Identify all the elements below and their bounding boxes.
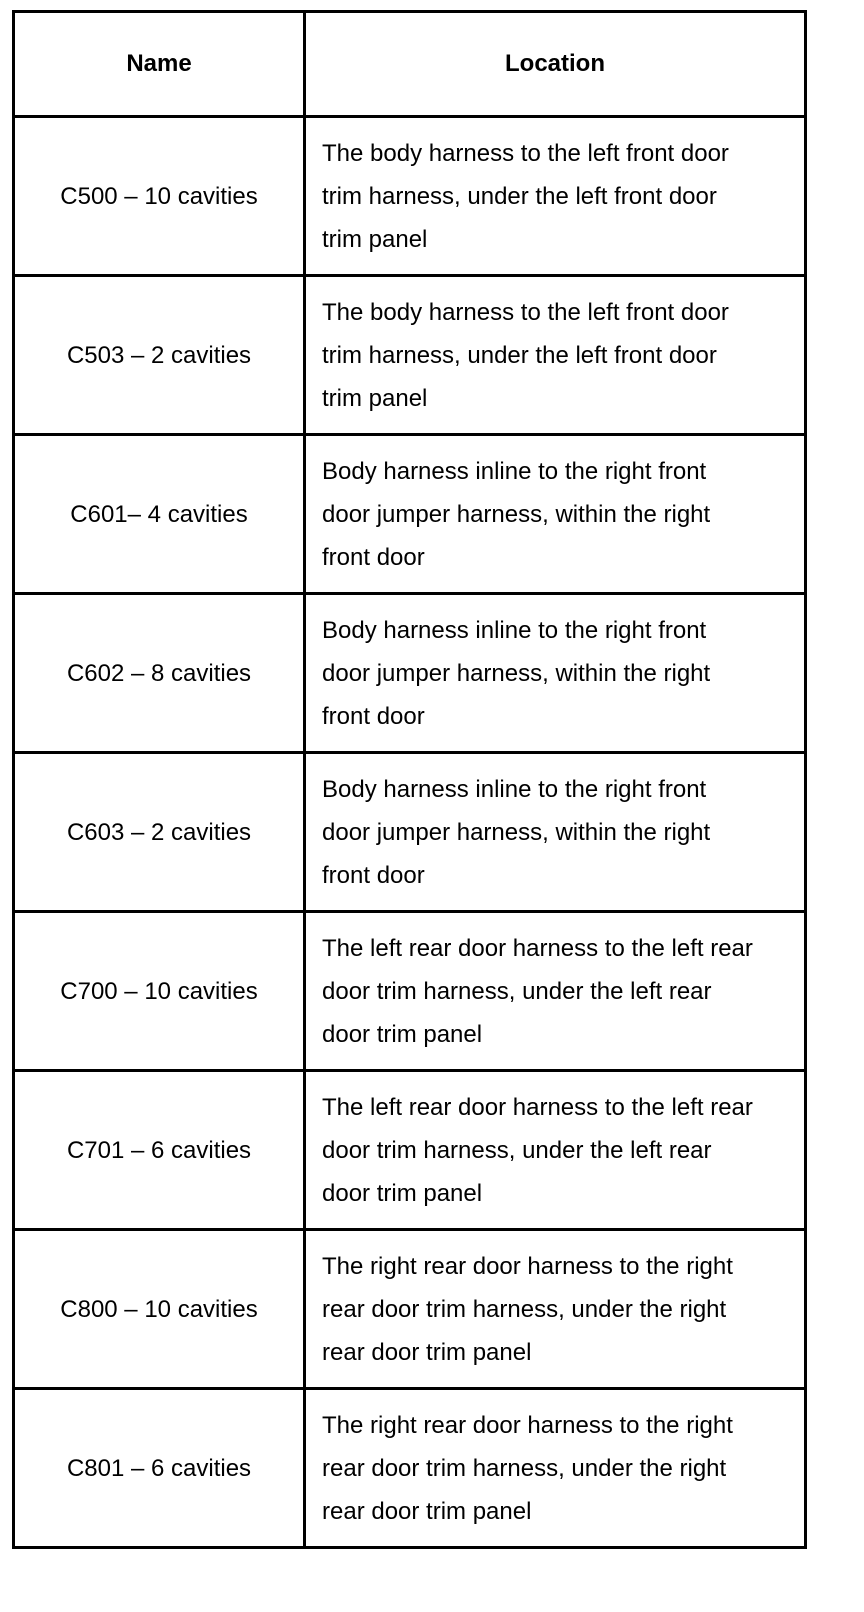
connector-name-cell: C800 – 10 cavities <box>14 1230 305 1389</box>
connector-name-cell: C700 – 10 cavities <box>14 912 305 1071</box>
connector-location-cell: The right rear door harness to the right rear door trim harness, under the right rear door trim panel <box>305 1230 806 1389</box>
table-header <box>14 12 806 117</box>
table-row <box>14 276 806 435</box>
table-row <box>14 1071 806 1230</box>
connector-name-cell: C503 – 2 cavities <box>14 276 305 435</box>
connector-location-cell: The body harness to the left front door trim harness, under the left front door trim panel <box>305 117 806 276</box>
connector-name-cell: C801 – 6 cavities <box>14 1389 305 1548</box>
connector-location-cell: The left rear door harness to the left rear door trim harness, under the left rear door trim panel <box>305 1071 806 1230</box>
connector-location-cell: Body harness inline to the right front door jumper harness, within the right front door <box>305 594 806 753</box>
connector-location-cell: The body harness to the left front door trim harness, under the left front door trim panel <box>305 276 806 435</box>
column-header-name: Name <box>14 12 305 117</box>
table-row <box>14 594 806 753</box>
table-row <box>14 117 806 276</box>
table-row <box>14 912 806 1071</box>
table-row <box>14 435 806 594</box>
header-row <box>14 12 806 117</box>
table-row <box>14 1230 806 1389</box>
table-row <box>14 1389 806 1548</box>
connector-location-cell: Body harness inline to the right front door jumper harness, within the right front door <box>305 435 806 594</box>
connector-name-cell: C603 – 2 cavities <box>14 753 305 912</box>
connector-location-cell: Body harness inline to the right front door jumper harness, within the right front door <box>305 753 806 912</box>
connector-location-table <box>12 10 807 1549</box>
connector-location-cell: The right rear door harness to the right rear door trim harness, under the right rear door trim panel <box>305 1389 806 1548</box>
connector-name-cell: C500 – 10 cavities <box>14 117 305 276</box>
connector-name-cell: C701 – 6 cavities <box>14 1071 305 1230</box>
connector-location-cell: The left rear door harness to the left rear door trim harness, under the left rear door trim panel <box>305 912 806 1071</box>
table-row <box>14 753 806 912</box>
connector-name-cell: C602 – 8 cavities <box>14 594 305 753</box>
column-header-location: Location <box>305 12 806 117</box>
table-body <box>14 117 806 1548</box>
connector-name-cell: C601– 4 cavities <box>14 435 305 594</box>
